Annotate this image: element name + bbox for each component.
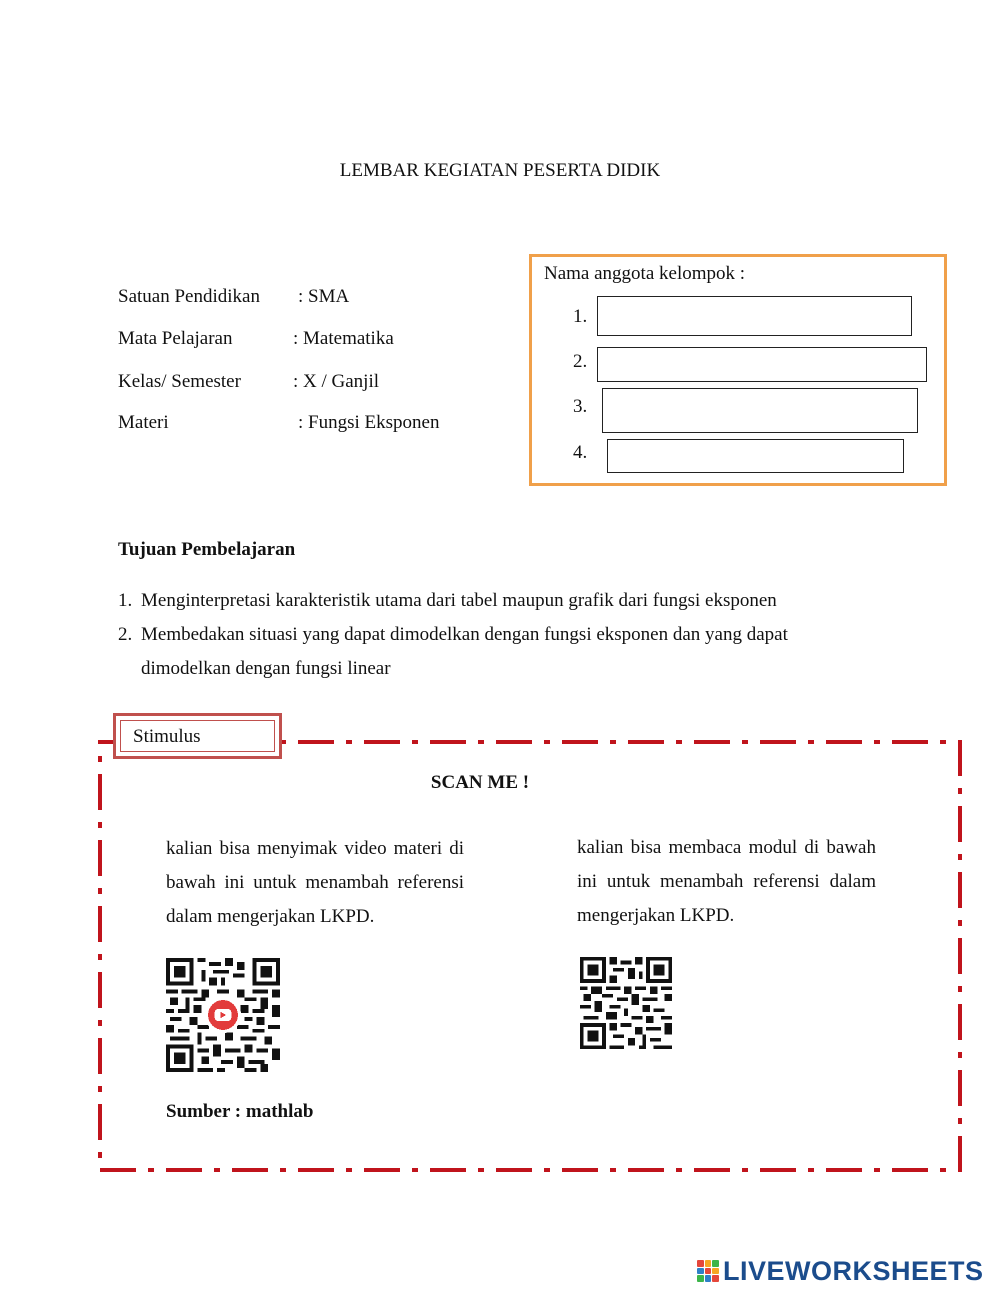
objective-text: Membedakan situasi yang dapat dimodelkan dengan fungsi eksponen dan yang dapat dimodelkan dengan fungsi linear <box>141 624 788 679</box>
info-value: : SMA <box>298 286 350 307</box>
member-3-input[interactable] <box>602 388 918 433</box>
objective-text: Menginterpretasi karakteristik utama dari tabel maupun grafik dari fungsi eksponen <box>141 590 777 611</box>
source-credit: Sumber : mathlab <box>166 1101 314 1122</box>
info-value: : X / Ganjil <box>293 371 380 392</box>
info-label: Kelas/ Semester <box>118 371 241 392</box>
objective-item <box>118 618 838 686</box>
member-number: 2. <box>573 351 588 372</box>
member-2-input[interactable] <box>597 347 927 382</box>
liveworksheets-mark-icon <box>697 1260 719 1282</box>
liveworksheets-wordmark: LIVEWORKSHEETS <box>723 1255 984 1286</box>
objective-item <box>118 584 838 618</box>
member-4-input[interactable] <box>607 439 904 473</box>
objective-number: 2. <box>118 624 133 645</box>
page-title: LEMBAR KEGIATAN PESERTA DIDIK <box>339 160 661 181</box>
video-instruction-text: kalian bisa menyimak video materi di bawah ini untuk menambah referensi dalam mengerjakan LKPD. <box>166 838 464 927</box>
objective-number: 1. <box>118 590 133 611</box>
module-instruction-text: kalian bisa membaca modul di bawah ini untuk menambah referensi dalam mengerjakan LKPD. <box>577 837 876 926</box>
stimulus-label: Stimulus <box>133 726 201 747</box>
info-label: Satuan Pendidikan <box>118 286 260 307</box>
info-value: : Matematika <box>293 328 394 349</box>
info-label: Materi <box>118 412 169 433</box>
member-number: 1. <box>573 306 588 327</box>
member-number: 3. <box>573 396 588 417</box>
liveworksheets-logo[interactable] <box>697 1256 984 1286</box>
module-qr-code[interactable] <box>580 957 672 1049</box>
video-qr-code[interactable] <box>166 958 280 1072</box>
member-1-input[interactable] <box>597 296 912 336</box>
info-value: : Fungsi Eksponen <box>298 412 440 433</box>
scan-me-heading: SCAN ME ! <box>430 772 530 793</box>
info-label: Mata Pelajaran <box>118 328 233 349</box>
objectives-heading: Tujuan Pembelajaran <box>118 539 296 560</box>
member-number: 4. <box>573 442 588 463</box>
group-members-title: Nama anggota kelompok : <box>544 263 746 284</box>
